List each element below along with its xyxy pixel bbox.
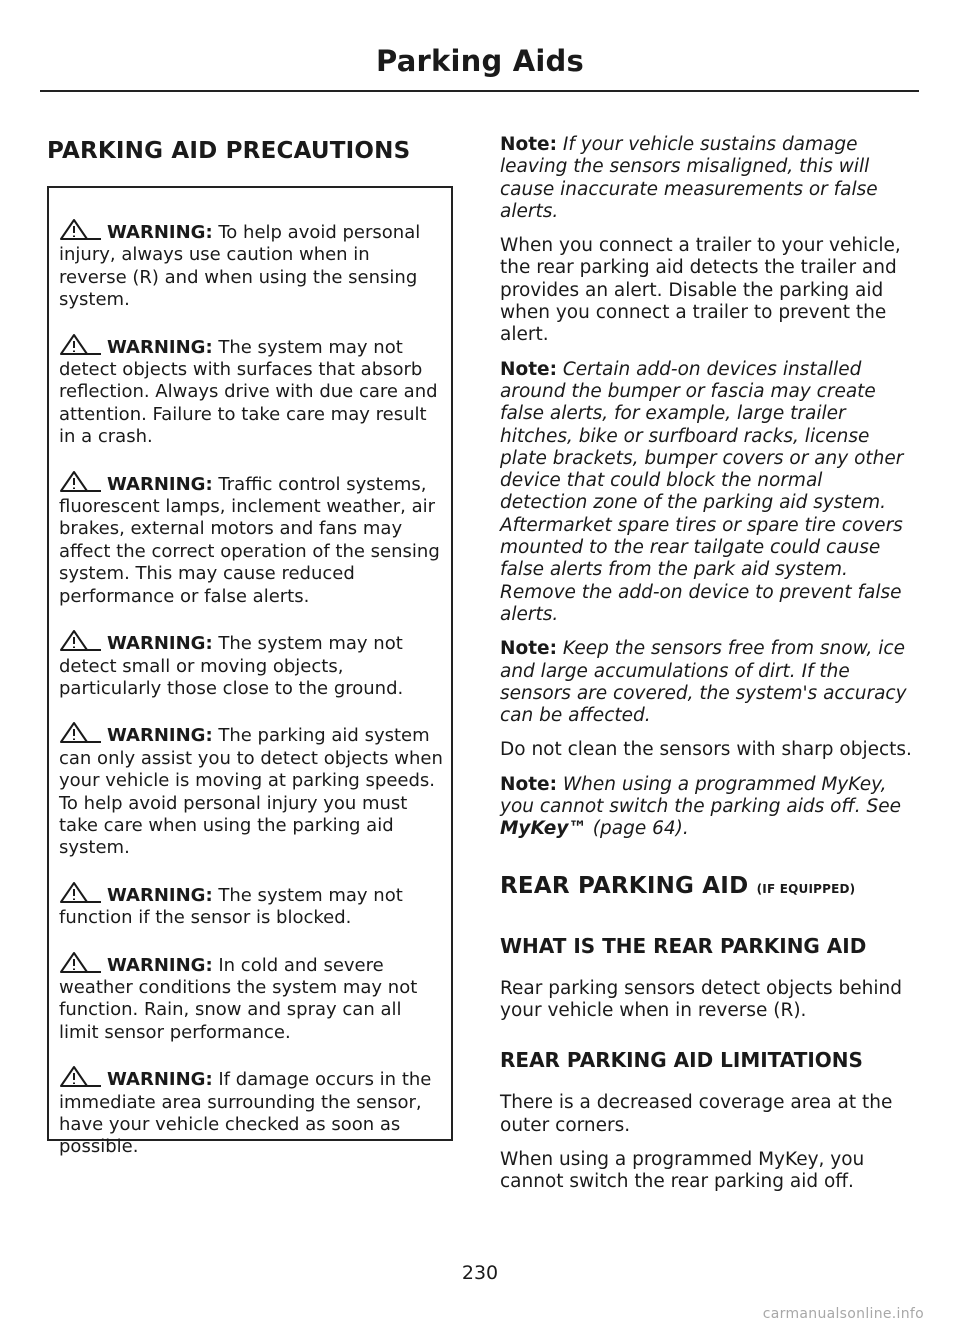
warning-text: To help avoid personal injury, always use caution when in reverse (R) and when using the sensing system. bbox=[59, 222, 421, 311]
mykey-link[interactable]: MyKey™ bbox=[500, 818, 587, 840]
subsection-title-what-is: WHAT IS THE REAR PARKING AID bbox=[500, 933, 867, 958]
warning-label: WARNING: bbox=[107, 633, 213, 655]
warning-triangle-icon bbox=[59, 470, 103, 492]
warning-item bbox=[59, 333, 443, 449]
warning-text: In cold and severe weather conditions the system may not function. Rain, snow and spray can all limit sensor performance. bbox=[59, 954, 418, 1043]
note-mykey bbox=[500, 774, 914, 841]
paragraph-trailer: When you connect a trailer to your vehicle, the rear parking aid detects the trailer and provides an alert. Disable the parking aid when you connect a trailer to prevent the alert. bbox=[500, 235, 901, 346]
warning-label: WARNING: bbox=[107, 1069, 213, 1091]
note-label: Note: bbox=[500, 773, 557, 795]
section-title-rear-parking-aid bbox=[500, 869, 914, 906]
rear-title-text: REAR PARKING AID bbox=[500, 872, 749, 899]
paragraph-clean-sensors: Do not clean the sensors with sharp objects. bbox=[500, 739, 912, 761]
warning-item bbox=[59, 951, 443, 1045]
note-text: When using a programmed MyKey, you cannot switch the parking aids off. See bbox=[500, 773, 902, 818]
note-label: Note: bbox=[500, 358, 557, 380]
warning-text: The parking aid system can only assist you to detect objects when your vehicle is moving at parking speeds. To help avoid personal injury you must take care when using the parking aid system. bbox=[59, 725, 443, 859]
warning-item bbox=[59, 881, 443, 930]
note-text: If your vehicle sustains damage leaving the sensors misaligned, this will cause inaccurate measurements or false alerts. bbox=[500, 134, 878, 222]
note-text: Keep the sensors free from snow, ice and large accumulations of dirt. If the sensors are covered, the system's accuracy can be affected. bbox=[500, 638, 907, 727]
paragraph-what-is: Rear parking sensors detect objects behind your vehicle when in reverse (R). bbox=[500, 977, 902, 1021]
paragraph-mykey-rear: When using a programmed MyKey, you cannot switch the rear parking aid off. bbox=[500, 1148, 865, 1193]
warning-label: WARNING: bbox=[107, 954, 213, 976]
right-column bbox=[500, 134, 914, 1205]
warning-item bbox=[59, 629, 443, 700]
page-header-title: Parking Aids bbox=[376, 44, 584, 78]
paragraph-coverage: There is a decreased coverage area at the outer corners. bbox=[500, 1092, 893, 1136]
warning-label: WARNING: bbox=[107, 473, 213, 495]
warning-item bbox=[59, 218, 443, 312]
note-sensor-damage bbox=[500, 134, 914, 223]
warning-item bbox=[59, 721, 443, 859]
warning-text: The system may not detect small or moving objects, particularly those close to the ground. bbox=[59, 633, 404, 699]
rear-title-equipped: (IF EQUIPPED) bbox=[756, 881, 856, 896]
warning-triangle-icon bbox=[59, 951, 103, 973]
warning-triangle-icon bbox=[59, 218, 103, 240]
header-divider bbox=[40, 90, 919, 92]
warnings-box bbox=[47, 186, 453, 1158]
warning-triangle-icon bbox=[59, 1065, 103, 1087]
note-label: Note: bbox=[500, 134, 557, 155]
warning-label: WARNING: bbox=[107, 336, 213, 358]
warning-item bbox=[59, 470, 443, 608]
watermark: carmanualsonline.info bbox=[762, 1306, 924, 1322]
page-number: 230 bbox=[461, 1262, 499, 1284]
section-title-precautions: PARKING AID PRECAUTIONS bbox=[47, 138, 411, 164]
warning-item bbox=[59, 1065, 443, 1159]
warning-label: WARNING: bbox=[107, 222, 213, 243]
note-text: Certain add-on devices installed around the bumper or fascia may create false alerts, for example, large trailer hitches, bike or surfboard racks, license plate brackets, bumper covers or any other device that could block the normal detection zone of the parking aid system. Aftermarket spare tires or spare tire covers mounted to the rear tailgate could cause false alerts from the park aid system. Remove the add-on device to prevent false alerts. bbox=[500, 358, 904, 625]
warning-text: If damage occurs in the immediate area surrounding the sensor, have your vehicle checked as soon as possible. bbox=[59, 1069, 432, 1158]
warning-triangle-icon bbox=[59, 881, 103, 903]
left-column bbox=[47, 134, 457, 168]
note-keep-sensors-clean bbox=[500, 638, 914, 727]
note-label: Note: bbox=[500, 638, 557, 660]
warning-text: Traffic control systems, fluorescent lamps, inclement weather, air brakes, external motors and fans may affect the correct operation of the sensing system. This may cause reduced performance or false alerts. bbox=[59, 473, 440, 607]
warning-text: The system may not function if the sensor is blocked. bbox=[59, 884, 403, 929]
warning-label: WARNING: bbox=[107, 884, 213, 906]
warning-label: WARNING: bbox=[107, 725, 213, 747]
warning-triangle-icon bbox=[59, 629, 103, 651]
note-page-ref: (page 64). bbox=[586, 818, 689, 840]
warning-text: The system may not detect objects with surfaces that absorb reflection. Always drive with due care and attention. Failure to take care may result in a crash. bbox=[59, 336, 438, 448]
warning-triangle-icon bbox=[59, 333, 103, 355]
warning-triangle-icon bbox=[59, 721, 103, 743]
note-add-on-devices bbox=[500, 359, 914, 627]
subsection-title-limitations: REAR PARKING AID LIMITATIONS bbox=[500, 1048, 863, 1073]
